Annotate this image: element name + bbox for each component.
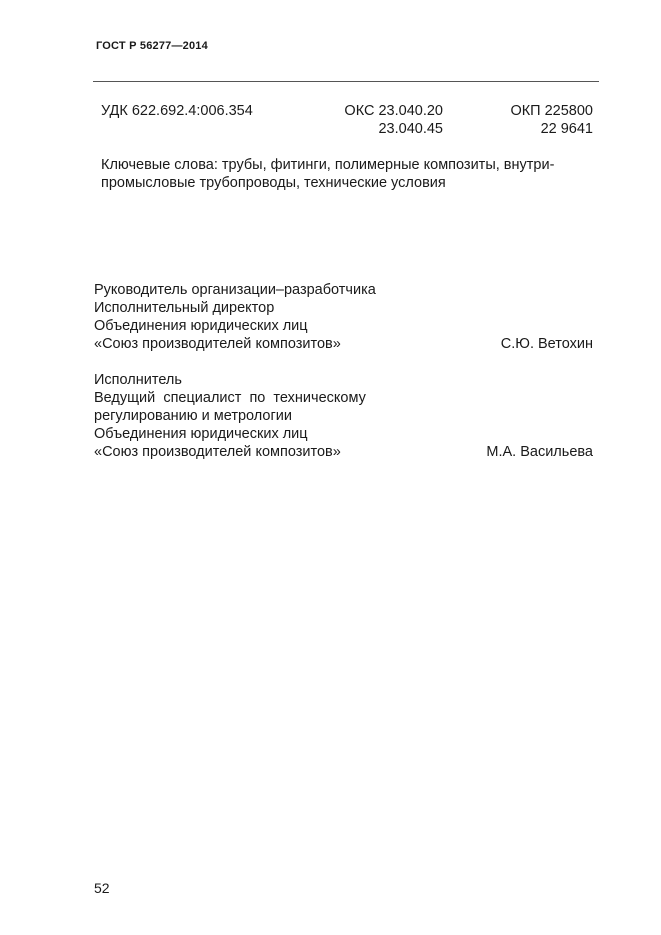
executor-line-1: Исполнитель — [94, 372, 182, 388]
udk-code: УДК 622.692.4:006.354 — [101, 103, 253, 119]
standard-code: ГОСТ Р 56277—2014 — [96, 40, 208, 52]
executor-line-2: Ведущий специалист по техническому — [94, 390, 366, 406]
executor-signatory-name: М.А. Васильева — [486, 444, 593, 460]
developer-line-4: «Союз производителей композитов» — [94, 336, 341, 352]
executor-line-4: Объединения юридических лиц — [94, 426, 308, 442]
developer-line-1: Руководитель организации–разработчика — [94, 282, 376, 298]
executor-line-3: регулированию и метрологии — [94, 408, 292, 424]
header-divider — [93, 81, 599, 82]
keywords-line-1: Ключевые слова: трубы, фитинги, полимерные композиты, внутри- — [101, 157, 555, 173]
oks-code-1: ОКС 23.040.20 — [344, 103, 443, 119]
executor-line-5: «Союз производителей композитов» — [94, 444, 341, 460]
keywords-line-2: промысловые трубопроводы, технические условия — [101, 175, 446, 191]
developer-signatory-name: С.Ю. Ветохин — [500, 336, 593, 352]
okp-code-2: 22 9641 — [540, 121, 593, 137]
oks-code-2: 23.040.45 — [378, 121, 443, 137]
okp-code-1: ОКП 225800 — [510, 103, 593, 119]
developer-line-2: Исполнительный директор — [94, 300, 275, 316]
page-number: 52 — [94, 880, 110, 896]
developer-line-3: Объединения юридических лиц — [94, 318, 308, 334]
